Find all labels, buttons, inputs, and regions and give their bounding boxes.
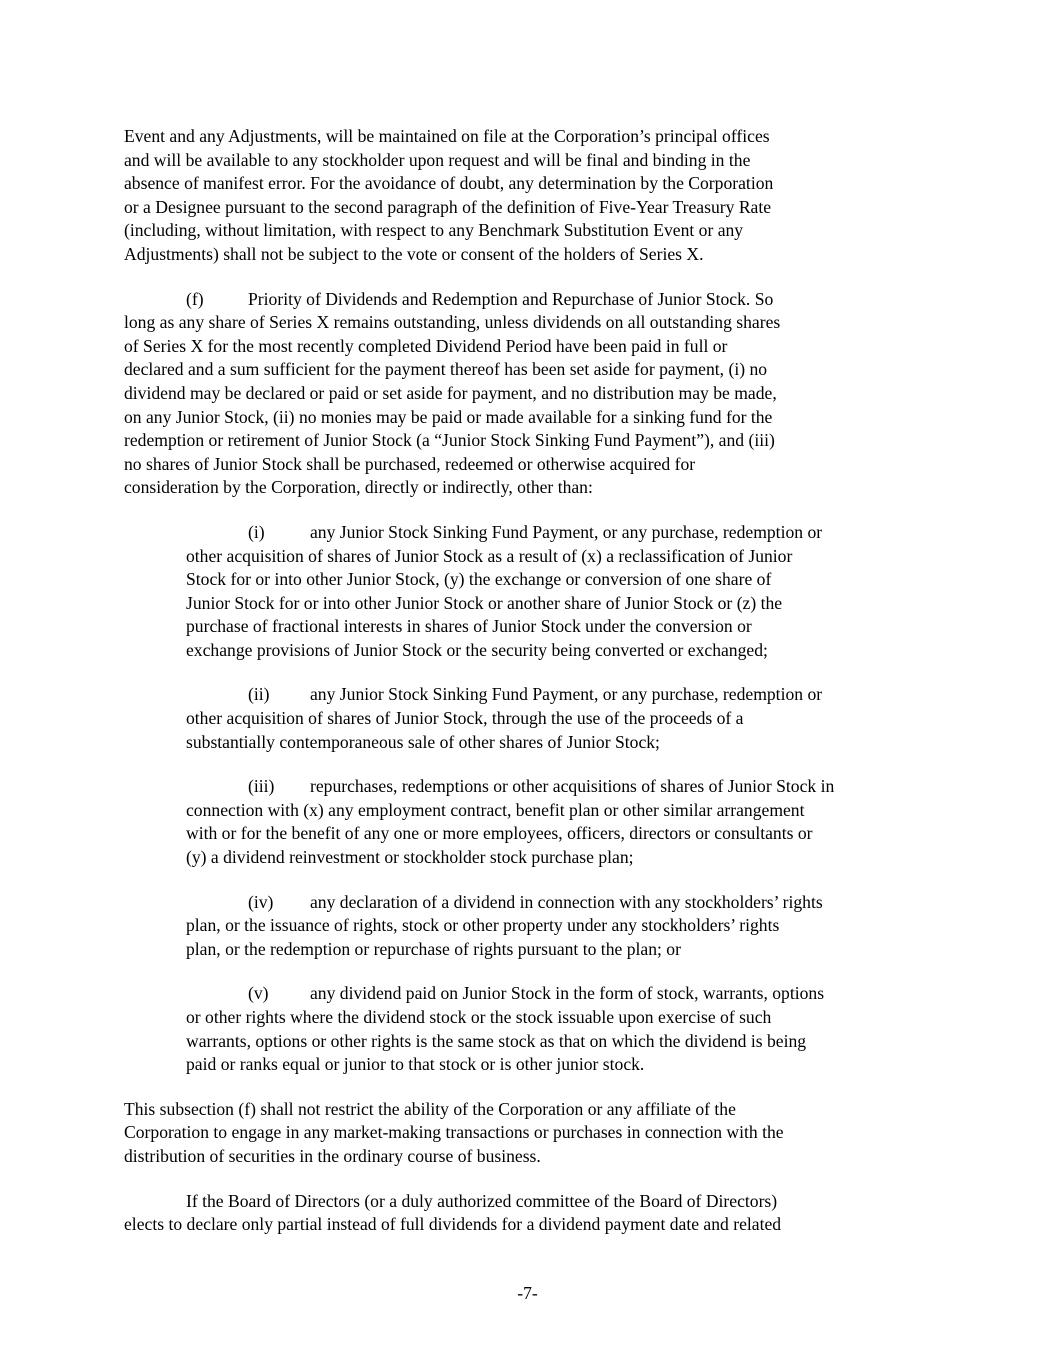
list-item [186,982,934,1076]
text-line: connection with (x) any employment contract, benefit plan or other similar arrangement [186,799,805,820]
text-line: redemption or retirement of Junior Stock (a “Junior Stock Sinking Fund Payment”), and (iii) [124,430,775,451]
text-line: (v) any dividend paid on Junior Stock in the form of stock, warrants, options [186,982,934,1006]
text-line: of Series X for the most recently completed Dividend Period have been paid in full or [124,335,728,356]
section-f-label: (f) [186,288,204,309]
item-label: (iv) [248,891,274,912]
text-line: purchase of fractional interests in shares of Junior Stock under the conversion or [186,616,752,637]
text-line: Adjustments) shall not be subject to the vote or consent of the holders of Series X. [124,243,704,264]
text-line: (i) any Junior Stock Sinking Fund Payment, or any purchase, redemption or [186,521,934,545]
text-line: with or for the benefit of any one or more employees, officers, directors or consultants or [186,823,813,844]
list-item [186,891,934,962]
text-line: substantially contemporaneous sale of other shares of Junior Stock; [186,731,660,752]
section-f [124,288,934,500]
text-line: dividend may be declared or paid or set aside for payment, and no distribution may be made, [124,382,777,403]
text-line: Junior Stock for or into other Junior Stock or another share of Junior Stock or (z) the [186,592,783,613]
list-item [186,683,934,754]
page-number: -7- [517,1283,538,1303]
text-line [124,288,934,312]
text-line: Stock for or into other Junior Stock, (y) the exchange or conversion of one share of [186,569,772,590]
text-line: Event and any Adjustments, will be maintained on file at the Corporation’s principal offices [124,126,770,146]
text-line: other acquisition of shares of Junior Stock as a result of (x) a reclassification of Junior [186,545,793,566]
document-page [124,125,934,1237]
section-f-heading: Priority of Dividends and Redemption and Repurchase of Junior Stock. So [248,288,774,309]
text-line: (y) a dividend reinvestment or stockholder stock purchase plan; [186,847,634,868]
text-line: other acquisition of shares of Junior Stock, through the use of the proceeds of a [186,708,744,729]
item-label: (iii) [248,776,275,797]
list-item [186,775,934,869]
text-line: This subsection (f) shall not restrict the ability of the Corporation or any affiliate of the [124,1098,736,1119]
text-line: paid or ranks equal or junior to that stock or is other junior stock. [186,1054,645,1075]
text-line: (iii) repurchases, redemptions or other acquisitions of shares of Junior Stock in [186,775,934,799]
paragraph-board [124,1190,934,1237]
text-line: (ii) any Junior Stock Sinking Fund Payment, or any purchase, redemption or [186,683,934,707]
item-label: (ii) [248,684,270,705]
paragraph-intro [124,125,934,267]
paragraph-subsection [124,1098,934,1169]
text-line: or other rights where the dividend stock or the stock issuable upon exercise of such [186,1007,772,1027]
text-line: on any Junior Stock, (ii) no monies may be paid or made available for a sinking fund for the [124,406,773,427]
text-line: warrants, options or other rights is the same stock as that on which the dividend is being [186,1030,807,1051]
exception-list [124,521,934,1077]
text-line: Corporation to engage in any market-making transactions or purchases in connection with the [124,1122,784,1143]
text-line: If the Board of Directors (or a duly authorized committee of the Board of Directors) [186,1190,778,1211]
text-line: plan, or the issuance of rights, stock or other property under any stockholders’ rights [186,915,780,936]
item-label: (i) [248,521,265,542]
text-line: no shares of Junior Stock shall be purchased, redeemed or otherwise acquired for [124,453,696,474]
text-line: elects to declare only partial instead of full dividends for a dividend payment date and related [124,1214,782,1235]
text-line: consideration by the Corporation, directly or indirectly, other than: [124,477,593,498]
text-line: long as any share of Series X remains outstanding, unless dividends on all outstanding shares [124,312,781,333]
text-line: distribution of securities in the ordinary course of business. [124,1145,541,1166]
text-line: (including, without limitation, with respect to any Benchmark Substitution Event or any [124,220,744,241]
text-line: plan, or the redemption or repurchase of rights pursuant to the plan; or [186,938,681,959]
list-item [186,521,934,663]
text-line: and will be available to any stockholder upon request and will be final and binding in the [124,149,751,170]
text-line: or a Designee pursuant to the second paragraph of the definition of Five-Year Treasury Rate [124,196,772,217]
text-line: declared and a sum sufficient for the payment thereof has been set aside for payment, (i) no [124,359,768,380]
item-label: (v) [248,983,269,1004]
text-line: absence of manifest error. For the avoidance of doubt, any determination by the Corporation [124,173,774,194]
text-line: exchange provisions of Junior Stock or the security being converted or exchanged; [186,639,768,660]
text-line: (iv) any declaration of a dividend in connection with any stockholders’ rights [186,891,934,915]
